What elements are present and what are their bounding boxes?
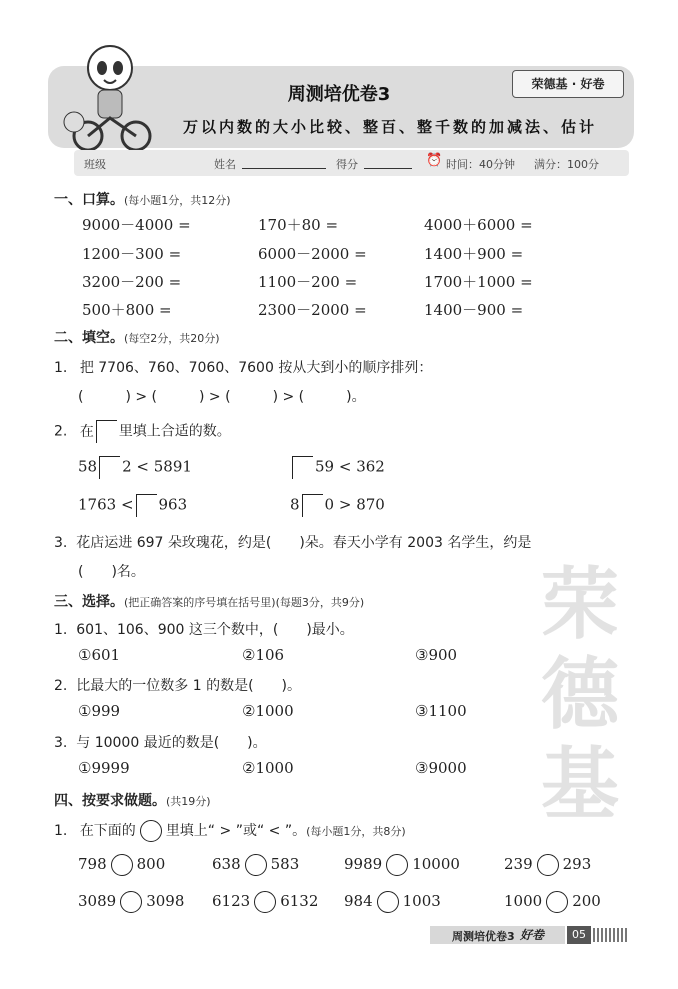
time-text: 时间：40分钟 <box>446 158 515 171</box>
q3-2 <box>54 675 301 695</box>
circle-icon <box>140 820 162 842</box>
page-number: 05 <box>567 926 591 944</box>
q3-1-opt2[interactable]: ②106 <box>242 646 285 664</box>
q2-2-post: 里填上合适的数。 <box>118 423 231 440</box>
compare-6-right: 6132 <box>280 892 319 910</box>
compare-circle-3[interactable] <box>386 854 408 876</box>
q3-3-opt3[interactable]: ③9000 <box>415 759 467 777</box>
info-bar <box>74 150 629 176</box>
fill-item-3-post: 963 <box>158 495 188 514</box>
compare-circle-8[interactable] <box>546 891 568 913</box>
fill-item-1 <box>78 456 192 479</box>
compare-circle-2[interactable] <box>245 854 267 876</box>
compare-5 <box>78 891 184 913</box>
compare-circle-4[interactable] <box>537 854 559 876</box>
q2-3-num: 3. <box>54 535 68 551</box>
q4-1-num: 1. <box>54 823 68 839</box>
q3-3-opt1[interactable]: ①9999 <box>78 759 130 777</box>
fill-item-3 <box>78 494 187 517</box>
section1-title: 一、口算。 <box>54 192 124 208</box>
section1-heading <box>54 189 231 209</box>
fill-box-2[interactable] <box>292 456 313 479</box>
full-score-text: 满分：100分 <box>534 158 599 171</box>
q3-2-opt1[interactable]: ①999 <box>78 702 121 720</box>
section1-note: (每小题1分，共12分) <box>124 194 231 207</box>
box-icon <box>96 420 117 443</box>
fill-box-4[interactable] <box>302 494 323 517</box>
q2-3-line1: 花店运进 697 朵玫瑰花，约是( )朵。春天小学有 2003 名学生，约是 <box>76 535 532 551</box>
compare-4-right: 293 <box>562 855 592 873</box>
calc-3-2: 1100－200 = <box>258 273 358 291</box>
fill-item-1-post: 2 < 5891 <box>122 457 192 476</box>
compare-5-left: 3089 <box>78 892 117 910</box>
q3-1-opt1[interactable]: ①601 <box>78 646 121 664</box>
score-field[interactable] <box>364 156 412 169</box>
section3-title: 三、选择。 <box>54 594 124 610</box>
q3-3-text: 与 10000 最近的数是( )。 <box>76 735 267 751</box>
q2-2-pre: 在 <box>79 423 94 440</box>
compare-4 <box>504 854 591 876</box>
fill-box-1[interactable] <box>99 456 120 479</box>
section2-note: (每空2分，共20分) <box>124 332 220 345</box>
q2-2 <box>54 420 231 443</box>
score-label: 得分 <box>336 158 358 171</box>
compare-3-right: 10000 <box>412 855 460 873</box>
footer-label: 周测培优卷3 <box>452 930 515 943</box>
clock-icon: ⏰ <box>426 153 443 168</box>
q3-2-text: 比最大的一位数多 1 的数是( )。 <box>76 678 301 694</box>
calc-1-1: 9000－4000 = <box>82 216 191 234</box>
q4-1 <box>54 820 406 842</box>
compare-7 <box>344 891 441 913</box>
footer-logo: 好卷 <box>520 928 545 942</box>
footer <box>430 926 630 944</box>
compare-4-left: 239 <box>504 855 533 873</box>
q3-2-opt3[interactable]: ③1100 <box>415 702 467 720</box>
q4-1-note: (每小题1分，共8分) <box>306 825 406 838</box>
compare-6-left: 6123 <box>212 892 251 910</box>
compare-circle-1[interactable] <box>111 854 133 876</box>
compare-2 <box>212 854 299 876</box>
calc-3-1: 3200－200 = <box>82 273 182 291</box>
compare-8-left: 1000 <box>504 892 543 910</box>
compare-8 <box>504 891 601 913</box>
compare-1 <box>78 854 165 876</box>
fill-item-1-pre: 58 <box>78 457 98 476</box>
fill-item-3-pre: 1763 < <box>78 495 134 514</box>
fill-item-2-post: 59 < 362 <box>315 457 385 476</box>
fill-item-4 <box>290 494 385 517</box>
fill-box-3[interactable] <box>136 494 157 517</box>
compare-5-right: 3098 <box>146 892 185 910</box>
section4-note: (共19分) <box>166 795 211 808</box>
section3-heading <box>54 591 364 611</box>
q2-3-line2: ( )名。 <box>78 564 145 580</box>
q2-1-blanks[interactable]: ( ) > ( ) > ( ) > ( )。 <box>78 389 366 405</box>
q2-1-num: 1. <box>54 360 68 376</box>
q2-3 <box>54 532 531 552</box>
q3-1-opt3[interactable]: ③900 <box>415 646 458 664</box>
compare-1-left: 798 <box>78 855 107 873</box>
footer-stripes <box>593 928 627 942</box>
calc-4-3: 1400－900 = <box>424 301 524 319</box>
page-subtitle: 万以内数的大小比较、整百、整千数的加减法、估计 <box>182 118 597 136</box>
calc-4-1: 500＋800 = <box>82 301 172 319</box>
compare-3 <box>344 854 460 876</box>
q3-3-opt2[interactable]: ②1000 <box>242 759 294 777</box>
q3-2-num: 2. <box>54 678 68 694</box>
q2-1 <box>54 357 432 377</box>
q4-1-pre: 在下面的 <box>79 823 136 839</box>
q3-2-opt2[interactable]: ②1000 <box>242 702 294 720</box>
compare-circle-5[interactable] <box>120 891 142 913</box>
class-label: 班级 <box>84 158 106 171</box>
q3-3-num: 3. <box>54 735 68 751</box>
page-title: 周测培优卷3 <box>287 84 391 105</box>
brand-logo: 荣德基 · 好卷 <box>512 70 624 98</box>
q3-3 <box>54 732 267 752</box>
section3-note: (把正确答案的序号填在括号里)(每题3分，共9分) <box>124 596 365 609</box>
compare-6 <box>212 891 318 913</box>
watermark: 荣德基 <box>540 560 619 830</box>
calc-4-2: 2300－2000 = <box>258 301 367 319</box>
calc-3-3: 1700＋1000 = <box>424 273 533 291</box>
calc-2-1: 1200－300 = <box>82 245 182 263</box>
section4-heading <box>54 790 211 810</box>
compare-3-left: 9989 <box>344 855 383 873</box>
compare-circle-7[interactable] <box>377 891 399 913</box>
compare-circle-6[interactable] <box>254 891 276 913</box>
section4-title: 四、按要求做题。 <box>54 793 166 809</box>
section2-heading <box>54 327 220 347</box>
q2-2-num: 2. <box>54 423 68 440</box>
compare-7-right: 1003 <box>402 892 441 910</box>
compare-8-right: 200 <box>572 892 601 910</box>
compare-2-right: 583 <box>270 855 300 873</box>
compare-7-left: 984 <box>344 892 373 910</box>
calc-2-3: 1400＋900 = <box>424 245 524 263</box>
fill-item-4-post: 0 > 870 <box>324 495 385 514</box>
q3-1-num: 1. <box>54 622 68 638</box>
section2-title: 二、填空。 <box>54 330 124 346</box>
q3-1-text: 601、106、900 这三个数中，( )最小。 <box>76 622 354 638</box>
calc-1-2: 170＋80 = <box>258 216 339 234</box>
q4-1-post: 里填上“ > ”或“ < ”。 <box>165 823 307 839</box>
calc-2-2: 6000－2000 = <box>258 245 367 263</box>
compare-2-left: 638 <box>212 855 241 873</box>
calc-1-3: 4000＋6000 = <box>424 216 533 234</box>
fill-item-4-pre: 8 <box>290 495 300 514</box>
q3-1 <box>54 619 354 639</box>
q2-1-text: 把 7706、760、7060、7600 按从大到小的顺序排列： <box>79 360 433 376</box>
name-field[interactable] <box>242 156 326 169</box>
name-label: 姓名 <box>214 158 236 171</box>
fill-item-2 <box>290 456 385 479</box>
compare-1-right: 800 <box>136 855 166 873</box>
